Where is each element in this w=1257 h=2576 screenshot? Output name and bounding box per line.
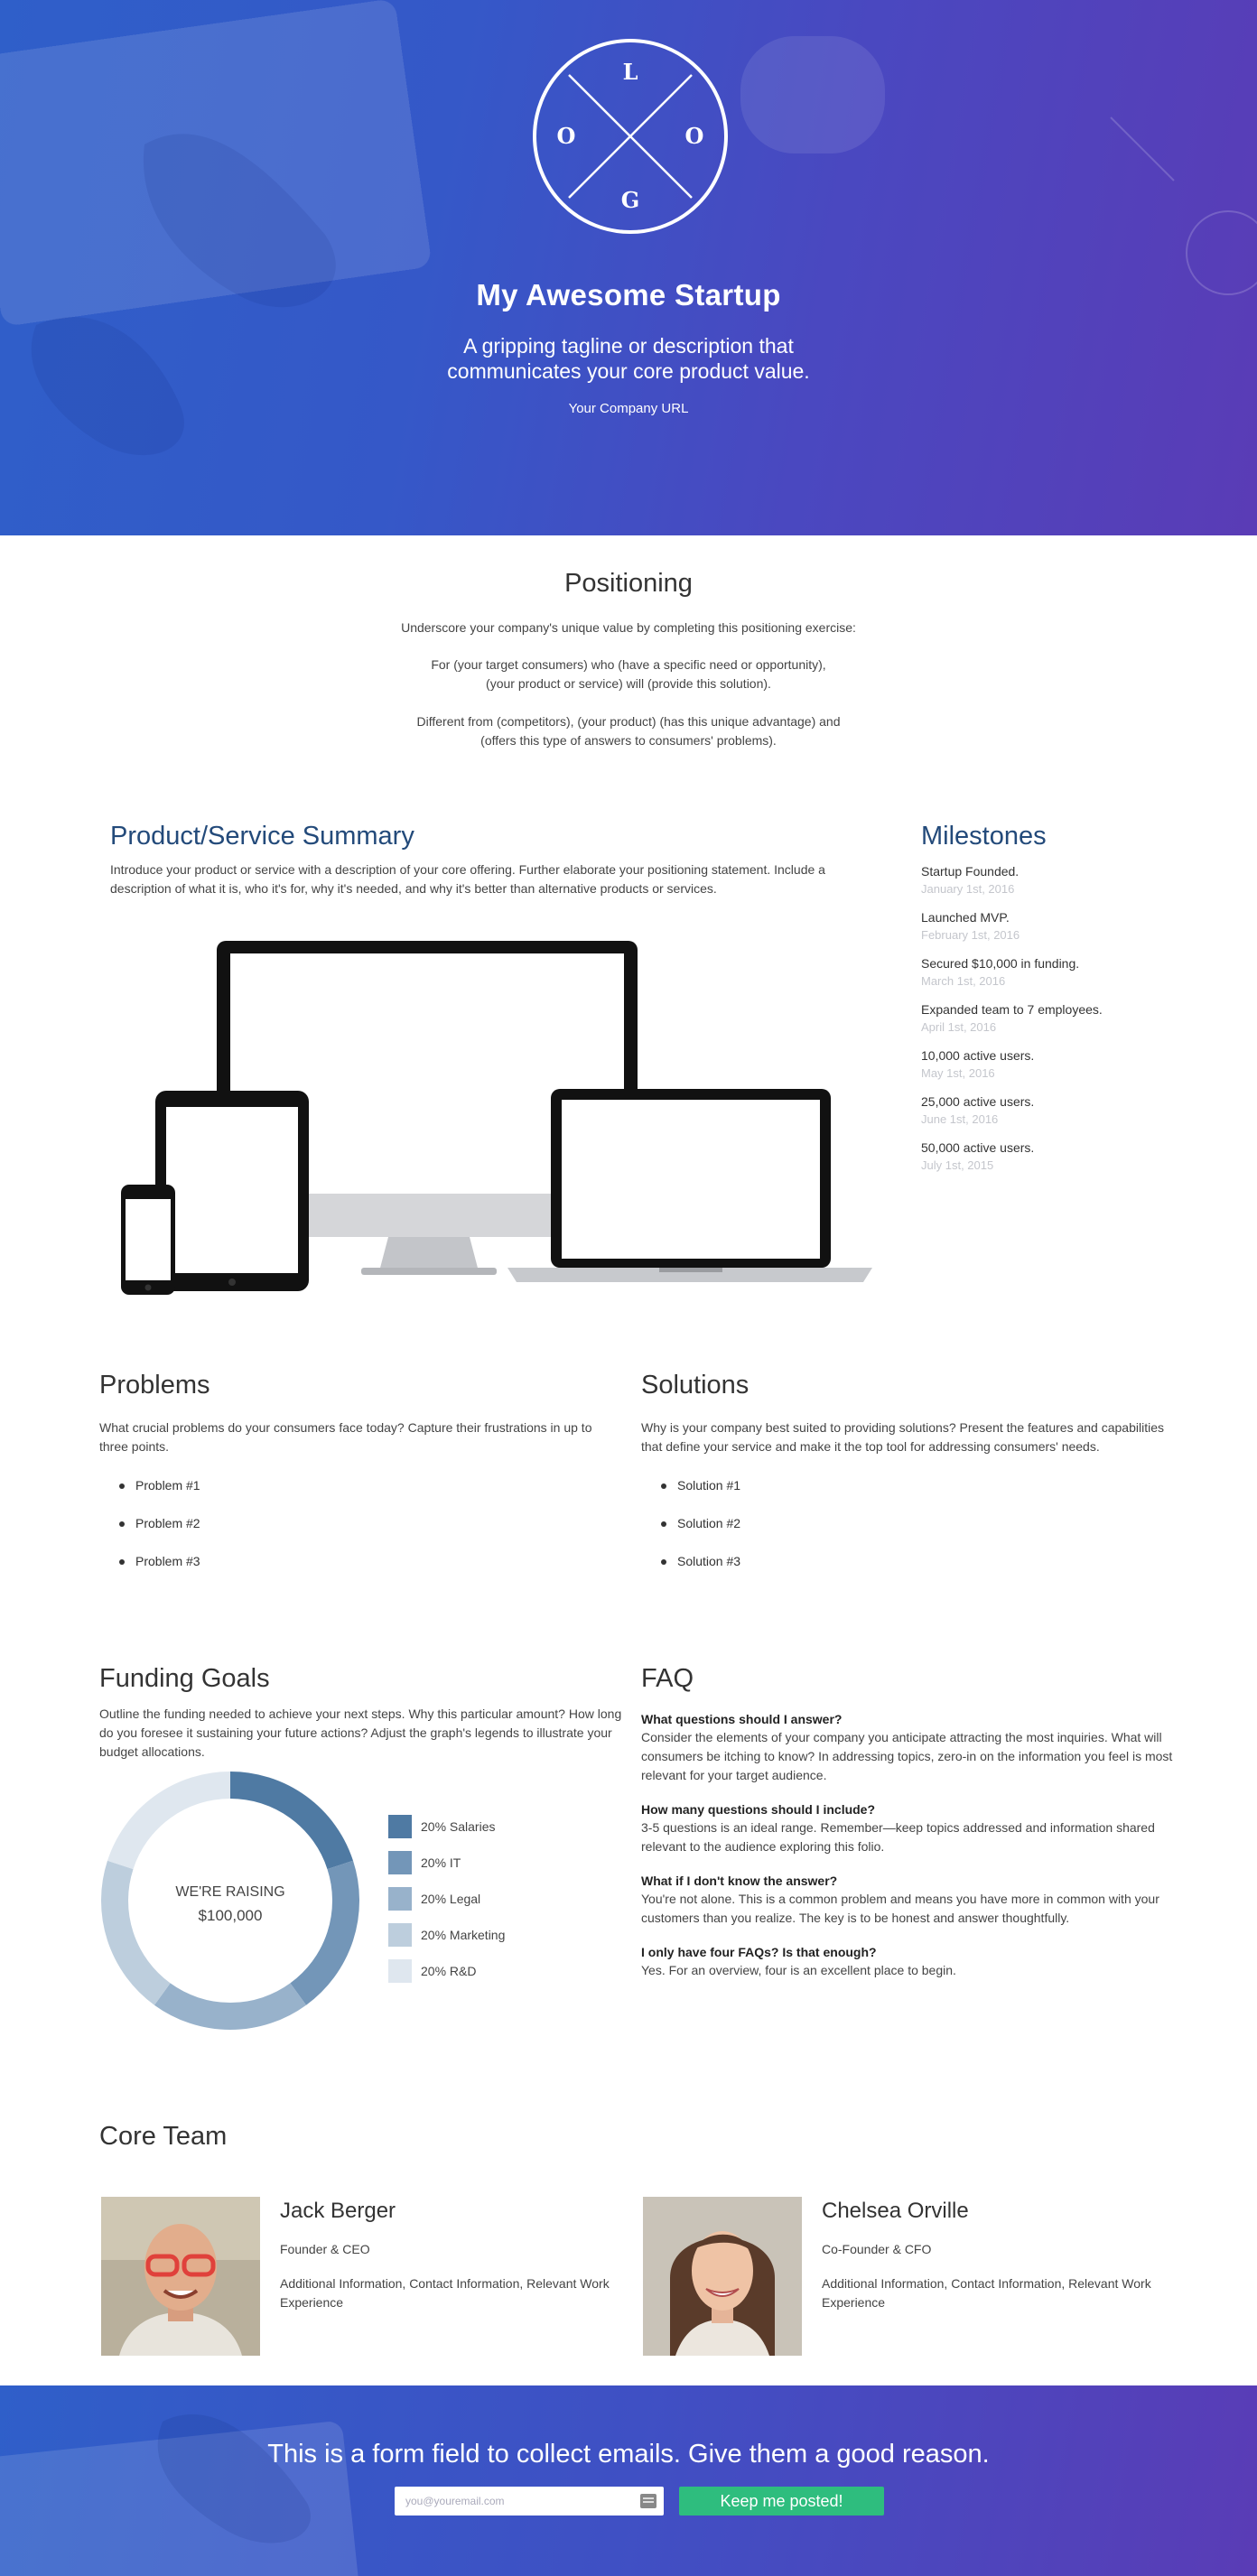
legend-swatch xyxy=(388,1851,412,1874)
faq-question: What if I don't know the answer? xyxy=(641,1874,838,1888)
team-member-name: Chelsea Orville xyxy=(822,2199,969,2223)
positioning-statement-2b: (offers this type of answers to consumers' problems). xyxy=(480,733,777,748)
faq-answer: Consider the elements of your company you anticipate attracting the most inquiries. What will consumers be itching to know? In addressing topics, zero-in on the information you feel is most relevant for your target audience. xyxy=(641,1730,1173,1782)
logo-letter-left: O xyxy=(556,123,576,149)
donut-slice xyxy=(120,1785,230,1865)
milestones-heading: Milestones xyxy=(921,822,1047,851)
milestone-title: 25,000 active users. xyxy=(921,1094,1035,1109)
laptop-image xyxy=(507,1089,872,1282)
solutions-heading: Solutions xyxy=(641,1371,750,1400)
tablet-image xyxy=(155,1091,309,1291)
company-logo xyxy=(530,36,731,237)
legend-item xyxy=(388,1923,587,1947)
email-input[interactable] xyxy=(395,2487,629,2516)
faq-answer: Yes. For an overview, four is an excellent place to begin. xyxy=(641,1963,956,1977)
milestone-title: Secured $10,000 in funding. xyxy=(921,956,1080,971)
core-team-heading: Core Team xyxy=(99,2122,228,2151)
legend-item xyxy=(388,1851,587,1874)
donut-slice xyxy=(230,1785,340,1865)
faq-item xyxy=(641,1800,1174,1856)
email-signup-banner xyxy=(0,2385,1257,2576)
faq-item xyxy=(641,1710,1174,1785)
milestone-date: July 1st, 2015 xyxy=(921,1158,994,1172)
list-item: Problem #2 xyxy=(119,1514,623,1532)
milestone-title: Launched MVP. xyxy=(921,910,1010,925)
positioning-statement-2a: Different from (competitors), (your product) (has this unique advantage) and xyxy=(416,714,841,729)
product-summary-description: Introduce your product or service with a description of your core offering. Further elaborate your positioning statement. Include a description of what it is, who it's for, why it's needed, and why it's better than alternative products or services. xyxy=(110,862,825,896)
devices-illustration xyxy=(117,930,885,1300)
phone-image xyxy=(121,1185,175,1295)
funding-goals-heading: Funding Goals xyxy=(99,1664,270,1693)
team-member-card xyxy=(101,2197,610,2357)
solutions-section xyxy=(641,1371,1165,1590)
milestone-item xyxy=(921,1093,1228,1129)
problems-description: What crucial problems do your consumers face today? Capture their frustrations in up to three points. xyxy=(99,1420,592,1454)
legend-label: 20% Marketing xyxy=(421,1928,506,1942)
positioning-section xyxy=(0,569,1257,750)
list-item: Solution #1 xyxy=(661,1476,1165,1494)
faq-question: How many questions should I include? xyxy=(641,1802,876,1817)
positioning-heading: Positioning xyxy=(564,569,693,598)
donut-center-label: WE'RE RAISING xyxy=(175,1884,285,1900)
funding-goals-description: Outline the funding needed to achieve your next steps. Why this particular amount? How long do you foresee it sustaining your future actions? Adjust the graph's legends to illustrate your budget allocations. xyxy=(99,1706,622,1759)
logo-letter-bottom: G xyxy=(620,187,640,213)
team-member-details: Additional Information, Contact Information, Relevant Work Experience xyxy=(280,2276,610,2310)
legend-label: 20% IT xyxy=(421,1855,461,1870)
funding-goals-section xyxy=(99,1664,623,1762)
email-signup-headline: This is a form field to collect emails. Give them a good reason. xyxy=(267,2440,990,2469)
legend-swatch xyxy=(388,1959,412,1983)
milestone-title: 10,000 active users. xyxy=(921,1048,1035,1063)
team-member-details: Additional Information, Contact Information, Relevant Work Experience xyxy=(822,2276,1151,2310)
product-summary-section xyxy=(110,822,869,898)
legend-label: 20% Salaries xyxy=(421,1819,496,1834)
logo-letter-top: L xyxy=(622,59,638,85)
cta-background-illustration xyxy=(0,2385,1257,2576)
milestone-title: 50,000 active users. xyxy=(921,1140,1035,1155)
problems-heading: Problems xyxy=(99,1371,210,1400)
donut-slice xyxy=(298,1865,346,1994)
team-member-name: Jack Berger xyxy=(280,2199,396,2223)
milestones-section xyxy=(921,822,1228,1185)
milestone-date: January 1st, 2016 xyxy=(921,882,1015,896)
milestone-item xyxy=(921,1046,1228,1083)
email-field-wrapper xyxy=(395,2487,664,2516)
problems-list xyxy=(119,1476,623,1570)
list-item: Problem #1 xyxy=(119,1476,623,1494)
milestone-item xyxy=(921,1139,1228,1175)
funding-legend xyxy=(388,1815,587,1995)
contact-card-icon xyxy=(640,2494,656,2508)
faq-item xyxy=(641,1872,1174,1928)
donut-center-amount: $100,000 xyxy=(198,1907,263,1924)
milestone-title: Startup Founded. xyxy=(921,864,1020,879)
faq-heading: FAQ xyxy=(641,1664,694,1693)
faq-question: What questions should I answer? xyxy=(641,1712,843,1726)
team-member-card xyxy=(643,2197,1149,2357)
page-title: My Awesome Startup xyxy=(476,278,781,312)
legend-swatch xyxy=(388,1815,412,1838)
legend-label: 20% R&D xyxy=(421,1964,477,1978)
list-item: Solution #2 xyxy=(661,1514,1165,1532)
solutions-list xyxy=(661,1476,1165,1570)
funding-donut-chart xyxy=(99,1770,361,2032)
team-member-role: Founder & CEO xyxy=(280,2242,370,2256)
milestone-item xyxy=(921,908,1228,944)
list-item: Problem #3 xyxy=(119,1552,623,1570)
legend-swatch xyxy=(388,1887,412,1911)
problems-section xyxy=(99,1371,623,1590)
donut-slice xyxy=(115,1865,163,1994)
product-summary-heading: Product/Service Summary xyxy=(110,822,414,851)
milestone-item xyxy=(921,1000,1228,1037)
team-member-photo xyxy=(643,2197,802,2356)
faq-question: I only have four FAQs? Is that enough? xyxy=(641,1945,877,1959)
faq-answer: 3-5 questions is an ideal range. Remember—keep topics addressed and information shared relevant to the audience exploring this folio. xyxy=(641,1820,1155,1854)
milestone-date: April 1st, 2016 xyxy=(921,1020,997,1034)
milestone-date: May 1st, 2016 xyxy=(921,1066,995,1080)
faq-section xyxy=(641,1664,1174,1995)
milestone-title: Expanded team to 7 employees. xyxy=(921,1002,1103,1017)
team-member-role: Co-Founder & CFO xyxy=(822,2242,932,2256)
milestone-date: March 1st, 2016 xyxy=(921,974,1006,988)
hero-tagline: A gripping tagline or description that communicates your core product value. xyxy=(447,334,810,383)
faq-answer: You're not alone. This is a common problem and means you have more in common with your customers than you realize. The key is to be honest and answer thoughtfully. xyxy=(641,1892,1159,1925)
company-url-link[interactable]: Your Company URL xyxy=(568,401,689,416)
team-member-photo xyxy=(101,2197,260,2356)
milestone-date: June 1st, 2016 xyxy=(921,1112,999,1126)
team-member-info xyxy=(280,2199,614,2312)
milestone-date: February 1st, 2016 xyxy=(921,928,1020,942)
legend-item xyxy=(388,1815,587,1838)
logo-letter-right: O xyxy=(684,123,704,149)
faq-item xyxy=(641,1943,1174,1980)
team-member-info xyxy=(822,2199,1156,2312)
positioning-intro: Underscore your company's unique value by completing this positioning exercise: xyxy=(401,620,856,635)
milestone-item xyxy=(921,954,1228,990)
legend-item xyxy=(388,1959,587,1983)
solutions-description: Why is your company best suited to providing solutions? Present the features and capabilities that define your service and make it the top tool for addressing consumers' needs. xyxy=(641,1420,1164,1454)
legend-swatch xyxy=(388,1923,412,1947)
donut-slice xyxy=(163,1995,298,2016)
keep-me-posted-button[interactable]: Keep me posted! xyxy=(679,2487,884,2516)
legend-label: 20% Legal xyxy=(421,1892,481,1906)
list-item: Solution #3 xyxy=(661,1552,1165,1570)
positioning-statement-1a: For (your target consumers) who (have a specific need or opportunity), xyxy=(431,657,826,672)
legend-item xyxy=(388,1887,587,1911)
positioning-statement-1b: (your product or service) will (provide this solution). xyxy=(486,676,771,691)
milestone-item xyxy=(921,862,1228,898)
hero-banner xyxy=(0,0,1257,535)
